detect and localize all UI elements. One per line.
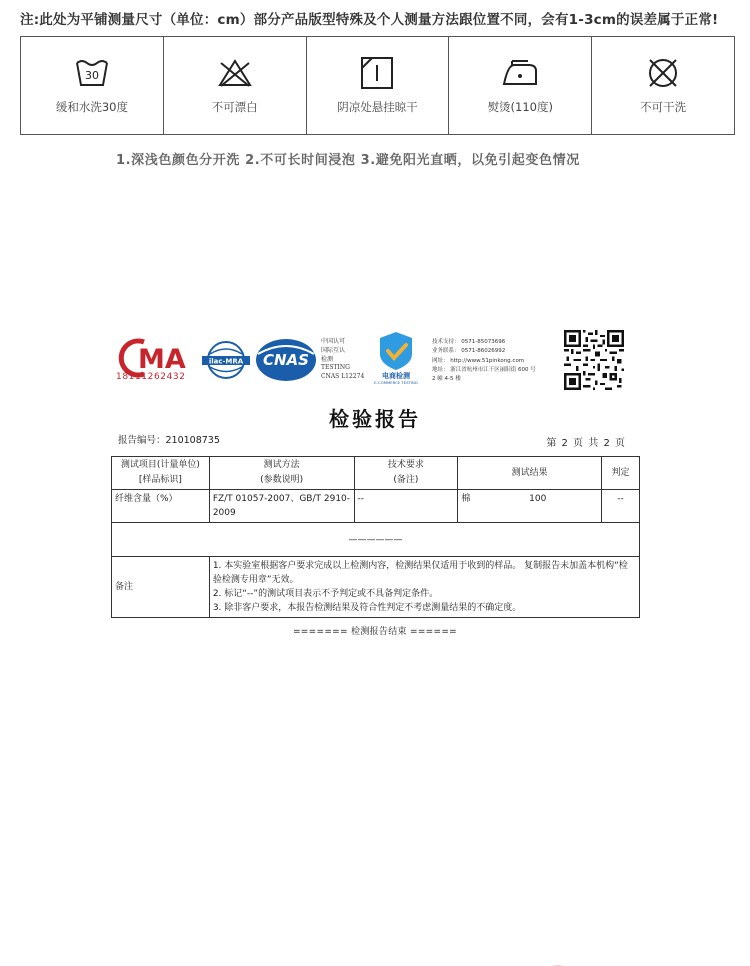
care-label-iron: 熨烫(110度) (487, 100, 553, 114)
qr-code (564, 330, 624, 390)
line-dry-shade-icon (359, 55, 395, 91)
table-divider-row (112, 523, 640, 557)
cnas-caption: 中国认可 国际互认 检测 TESTING CNAS L12274 (321, 338, 365, 381)
care-item-dryclean (592, 37, 734, 134)
cell-requirement: -- (354, 490, 458, 523)
remarks-list (209, 557, 639, 618)
remarks-label: 备注 (112, 557, 210, 618)
care-label-bleach: 不可漂白 (211, 100, 258, 114)
cell-test-item: 纤维含量（%） (112, 490, 210, 523)
cma-number: 18111262432 (116, 372, 186, 382)
lab-contact-info: 技术支持： 0571-85073696 业务联系： 0571-86026992 网址： http://www.51pinkong.com 地址： 浙江省杭州市江干区丽阳街 600 号 2 幢 4-5 楼 (432, 339, 536, 383)
test-results-table (111, 456, 640, 618)
header-judgement: 判定 (602, 457, 640, 490)
wash-temperature: 30 (84, 69, 99, 82)
svg-text:CNAS: CNAS (263, 351, 309, 369)
svg-text:E-COMMERCE TESTING: E-COMMERCE TESTING (374, 380, 418, 385)
divider-cell: —————— (112, 523, 640, 557)
cell-judgement: -- (602, 490, 640, 523)
size-notice: 注:此处为平铺测量尺寸（单位：cm）部分产品版型特殊及个人测量方法跟位置不同，会有1-3cm的误差属于正常! (20, 12, 719, 28)
report-number: 报告编号：210108735 (118, 435, 220, 446)
care-item-bleach (164, 37, 307, 134)
remarks-row (112, 557, 640, 618)
header-requirement: 技术要求 (备注) (354, 457, 458, 490)
cell-test-method: FZ/T 01057-2007、GB/T 2910-2009 (209, 490, 354, 523)
no-bleach-icon (217, 55, 253, 91)
care-instructions (20, 36, 735, 135)
remark-1: 1. 本实验室根据客户要求完成以上检测内容，检测结果仅适用于收到的样品。 复制报告未加盖本机构“检验检测专用章”无效。 (212, 561, 628, 585)
header-test-item: 测试项目(计量单位) [样品标识] (112, 457, 210, 490)
report-title: 检验报告 (329, 407, 421, 431)
table-header-row (112, 457, 640, 490)
report-end-marker: ======= 检测报告结束 ====== (292, 627, 458, 637)
care-tips: 1.深浅色颜色分开洗 2.不可长时间浸泡 3.避免阳光直晒，以免引起变色情况 (116, 153, 580, 168)
remark-2: 2. 标记“--”的测试项目表示不予判定或不具备判定条件。 (212, 589, 439, 599)
ilac-mra-logo (200, 340, 252, 380)
result-value: 100 (529, 494, 547, 504)
page-indicator: 第 2 页 共 2 页 (546, 438, 626, 449)
cnas-logo (254, 336, 318, 384)
care-label-dryclean: 不可干洗 (640, 100, 687, 114)
svg-text:MA: MA (138, 344, 186, 375)
care-item-wash (21, 37, 164, 134)
care-label-wash: 缓和水洗30度 (55, 100, 128, 114)
svg-text:ilac-MRA: ilac-MRA (208, 357, 244, 366)
no-dry-clean-icon (645, 55, 681, 91)
result-fiber: 棉 (461, 494, 471, 504)
care-item-iron (449, 37, 592, 134)
care-label-dry: 阴凉处悬挂晾干 (337, 100, 418, 114)
iron-icon (502, 55, 538, 91)
svg-text:电商检测: 电商检测 (382, 372, 410, 380)
table-row (112, 490, 640, 523)
care-item-dry (307, 37, 450, 134)
cell-result (458, 490, 602, 523)
ecommerce-testing-logo (362, 330, 430, 386)
accreditation-logos (112, 328, 640, 394)
seal-stamp-edge (518, 956, 598, 966)
remark-3: 3. 除非客户要求，本报告检测结果及符合性判定不考虑测量结果的不确定度。 (212, 603, 522, 613)
header-result: 测试结果 (458, 457, 602, 490)
header-test-method: 测试方法 (参数说明) (209, 457, 354, 490)
wash-30-icon (74, 55, 110, 91)
